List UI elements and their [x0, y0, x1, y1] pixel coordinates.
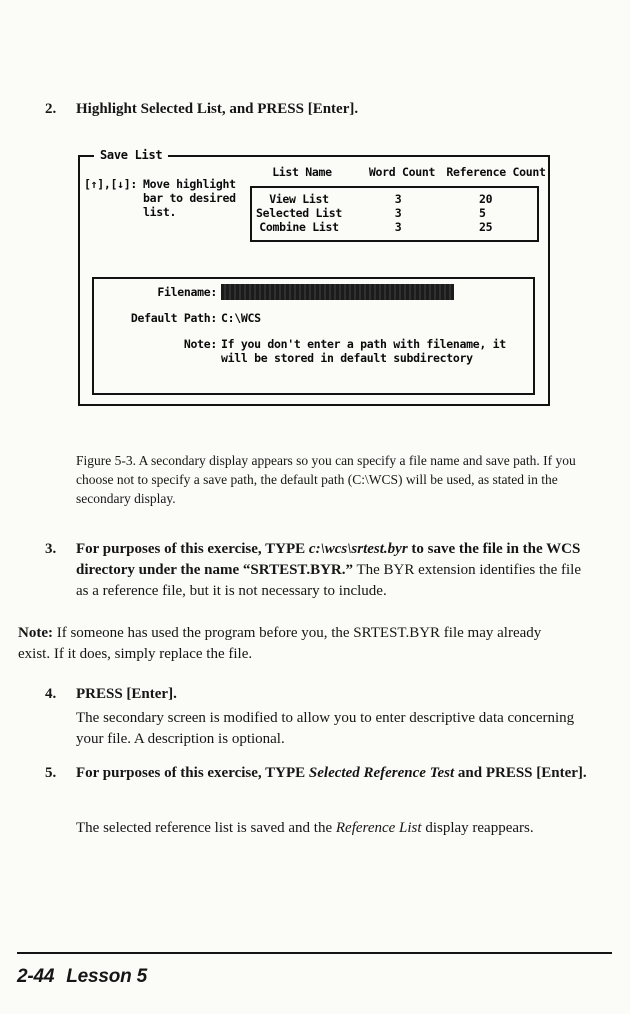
filename-field	[221, 284, 454, 300]
save-list-dialog	[78, 148, 550, 406]
step-4	[45, 684, 605, 705]
step-3-title: For purposes of this exercise, TYPE c:\wcs\srtest.byr to save the file in the WCS directory under the name “SRTEST.BYR.” The BYR extension identifies the file as a reference file, but it is not necessary to include.	[76, 541, 582, 599]
step-4-body: The secondary screen is modified to allow you to enter descriptive data concerning your file. A description is optional.	[76, 710, 575, 747]
step-2-number: 2.	[45, 101, 57, 117]
page-footer	[17, 966, 147, 988]
filename-label: Filename:	[157, 285, 217, 299]
save-form-box	[92, 277, 535, 395]
step-5	[45, 763, 590, 784]
footer-rule	[17, 952, 612, 954]
step-3-number: 3.	[45, 541, 57, 557]
default-path-value: C:\WCS	[221, 311, 261, 325]
list-row-word-count: 3	[394, 206, 402, 220]
column-header-list-name: List Name	[272, 165, 332, 179]
form-note-label: Note:	[183, 337, 217, 351]
default-path-label: Default Path:	[130, 311, 217, 325]
form-note-line: will be stored in default subdirectory	[221, 351, 473, 365]
list-row-word-count: 3	[394, 192, 402, 206]
list-row-name: Selected List	[255, 206, 343, 220]
footer-lesson-label: Lesson 5	[66, 966, 147, 987]
list-row-name: Combine List	[259, 220, 339, 234]
step-4-number: 4.	[45, 686, 57, 702]
list-row-name: View List	[269, 192, 329, 206]
list-row-reference-count: 5	[479, 206, 486, 220]
column-header-reference-count: Reference Count	[446, 165, 546, 179]
note-text: If someone has used the program before you, the SRTEST.BYR file may already exist. If it does, simply replace the file.	[18, 625, 542, 662]
arrow-keys-hint	[84, 177, 236, 219]
figure-caption: Figure 5-3. A secondary display appears so you can specify a file name and save path. If you choose not to specify a save path, the default path (C:\WCS) will be used, as stated in the secondary display.	[76, 453, 576, 506]
column-header-word-count: Word Count	[368, 165, 436, 179]
step-5-body: The selected reference list is saved and the Reference List display reappears.	[76, 820, 534, 836]
dialog-title: Save List	[94, 148, 168, 162]
step-5-title: For purposes of this exercise, TYPE Selected Reference Test and PRESS [Enter].	[76, 765, 587, 781]
note-paragraph	[18, 623, 566, 665]
list-row-word-count: 3	[394, 220, 402, 234]
list-selection-box	[250, 186, 539, 242]
list-row-reference-count: 25	[479, 220, 493, 234]
footer-page-number: 2-44	[17, 966, 55, 987]
list-row-reference-count: 20	[479, 192, 493, 206]
form-note-line: If you don't enter a path with filename, it	[221, 337, 506, 351]
step-2	[45, 99, 605, 120]
arrow-keys-label: [↑],[↓]:	[84, 177, 137, 191]
note-label: Note:	[18, 625, 53, 641]
step-3	[45, 539, 590, 602]
step-5-number: 5.	[45, 765, 57, 781]
hint-text: Move highlight bar to desired list.	[143, 177, 236, 219]
step-4-title: PRESS [Enter].	[76, 686, 177, 702]
step-2-title: Highlight Selected List, and PRESS [Enter].	[76, 101, 359, 117]
